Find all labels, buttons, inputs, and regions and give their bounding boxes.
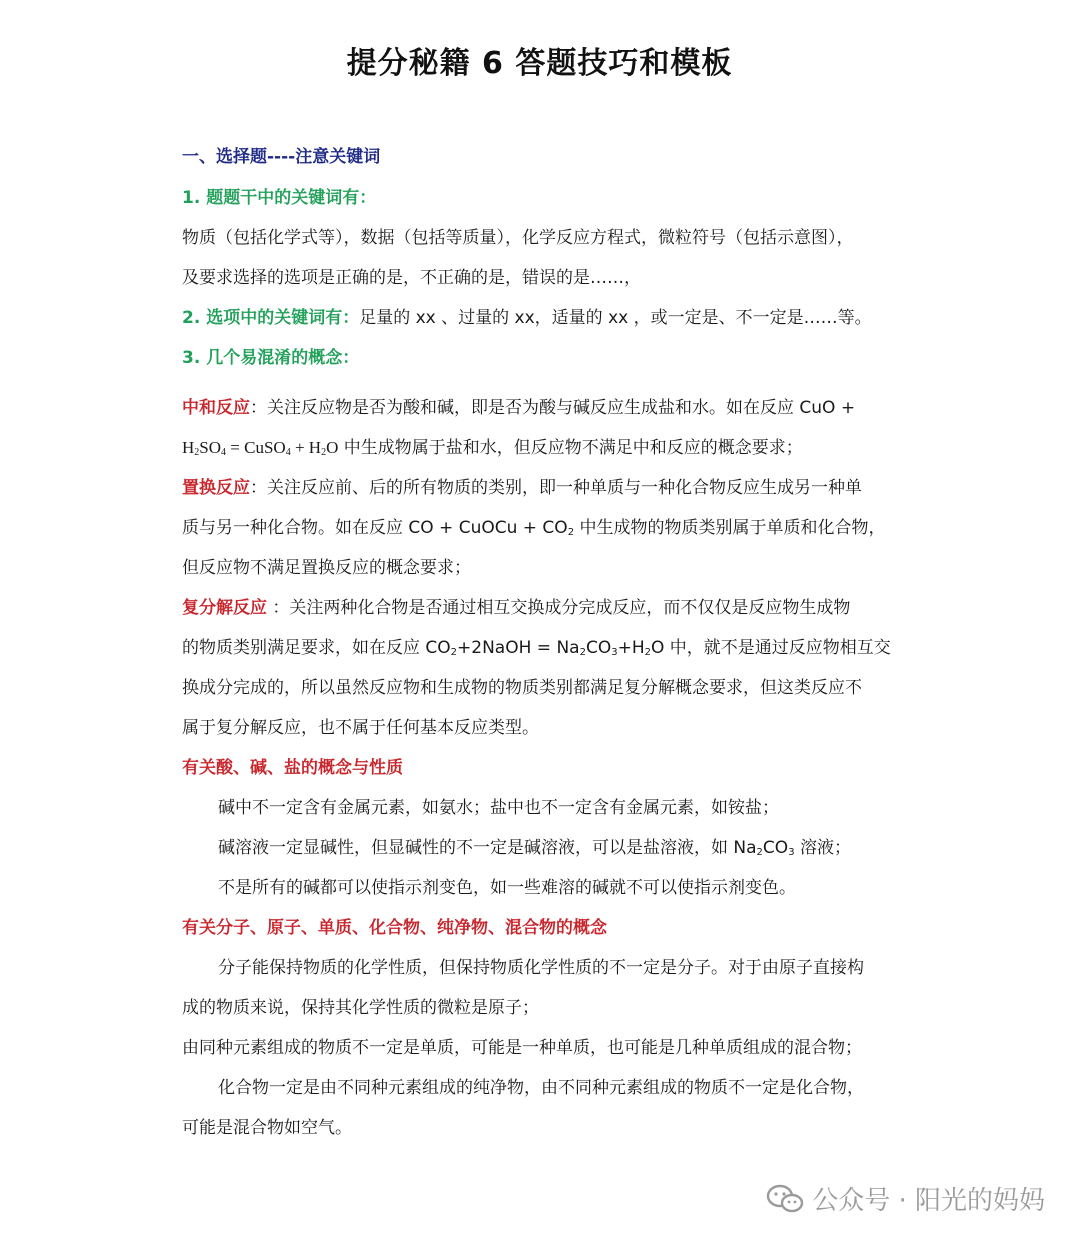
displacement-text1: ：关注反应前、后的所有物质的类别，即一种单质与一种化合物反应生成另一种单 [250,478,862,498]
neutralization-text2: 中生成物属于盐和水，但反应物不满足中和反应的概念要求； [338,438,803,458]
neutralization-text1: ：关注反应物是否为酸和碱，即是否为酸与碱反应生成盐和水。如在反应 CuO + [250,398,856,418]
double-decomposition-line3: 换成分完成的，所以虽然反应物和生成物的物质类别都满足复分解概念要求，但这类反应不 [182,678,862,698]
item1-line1: 物质（包括化学式等），数据（包括等质量），化学反应方程式，微粒符号（包括示意图）， [182,228,854,248]
neutralization-line2 [182,436,803,465]
item2-text: 足量的 xx 、过量的 xx，适量的 xx ，或一定是、不一定是……等。 [359,308,872,328]
double-decomposition-line2: 的物质类别满足要求，如在反应 $CO_2+2NaOH = Na_2CO_3+H_2O$ 中，就不是通过反应物相互交 [182,638,891,658]
watermark-text: 公众号 · 阳光的妈妈 [812,1186,1045,1216]
molecules-line4: 化合物一定是由不同种元素组成的纯净物，由不同种元素组成的物质不一定是化合物， [218,1078,864,1098]
displacement-term: 置换反应 [182,478,250,498]
wechat-icon [766,1184,804,1214]
acid-base-line2: 碱溶液一定显碱性，但显碱性的不一定是碱溶液，可以是盐溶液，如 $Na_2CO_3$ 溶液； [218,838,851,858]
neutralization-equation: $H_2SO_4$ = CuSO$_4$ + $H_2O$ [182,438,339,458]
displacement-line1 [182,476,862,500]
item2-row [182,306,872,330]
double-decomposition-line1: 复分解反应 ：关注两种化合物是否通过相互交换成分完成反应，而不仅仅是反应物生成物 [182,598,851,618]
acid-base-line1: 碱中不一定含有金属元素，如氨水；盐中也不一定含有金属元素，如铵盐； [218,798,779,818]
acid-base-line3: 不是所有的碱都可以使指示剂变色，如一些难溶的碱就不可以使指示剂变色。 [218,878,796,898]
item3-label: 3. 几个易混淆的概念： [182,348,360,368]
double-decomposition-term: 复分解反应 [182,598,267,618]
page-title: 提分秘籍 6 答题技巧和模板 [346,46,733,81]
molecules-line2: 成的物质来说，保持其化学性质的微粒是原子； [182,998,539,1018]
molecules-line1: 分子能保持物质的化学性质，但保持物质化学性质的不一定是分子。对于由原子直接构 [218,958,864,978]
neutralization-line1 [182,396,855,420]
molecules-heading: 有关分子、原子、单质、化合物、纯净物、混合物的概念 [182,918,607,938]
molecules-line5: 可能是混合物如空气。 [182,1118,352,1138]
watermark [766,1180,1045,1217]
displacement-line3: 但反应物不满足置换反应的概念要求； [182,558,471,578]
double-decomposition-line4: 属于复分解反应，也不属于任何基本反应类型。 [182,718,539,738]
displacement-line2: 质与另一种化合物。如在反应 CO + CuOCu + $CO_2$ 中生成物的物质类别属于单质和化合物， [182,518,886,538]
item1-label: 1. 题题干中的关键词有： [182,188,377,208]
item2-label: 2. 选项中的关键词有： [182,308,360,328]
section-heading-multiple-choice: 一、选择题----注意关键词 [182,147,381,167]
acid-base-heading: 有关酸、碱、盐的概念与性质 [182,758,403,778]
molecules-line3: 由同种元素组成的物质不一定是单质，可能是一种单质，也可能是几种单质组成的混合物； [182,1038,862,1058]
neutralization-term: 中和反应 [182,398,250,418]
item1-line2: 及要求选择的选项是正确的是，不正确的是，错误的是……， [182,268,641,288]
